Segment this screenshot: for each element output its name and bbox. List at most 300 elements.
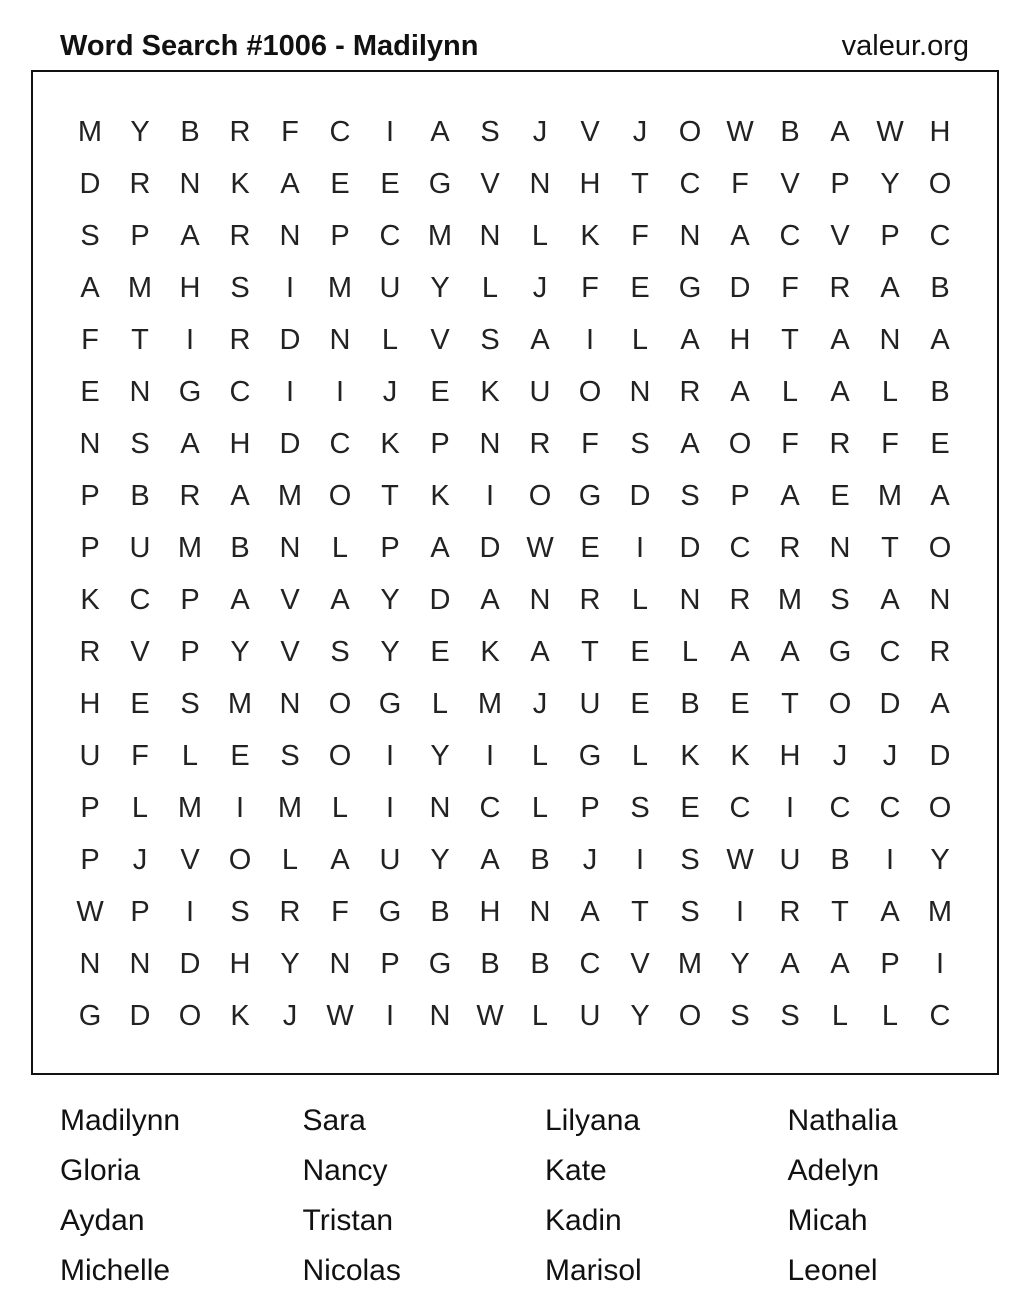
grid-letter: C <box>829 792 851 824</box>
grid-letter: H <box>479 896 501 928</box>
grid-letter: C <box>579 948 601 980</box>
grid-letter: E <box>130 688 150 720</box>
grid-letter: L <box>631 740 649 772</box>
word-list-item: Leonel <box>787 1254 878 1287</box>
grid-letter: B <box>480 948 500 980</box>
grid-letter: J <box>832 740 848 772</box>
grid-letter: N <box>329 948 351 980</box>
grid-letter: S <box>130 428 150 460</box>
word-list-item: Nicolas <box>302 1254 401 1287</box>
grid-letter: D <box>479 532 501 564</box>
grid-letter: Y <box>430 740 450 772</box>
grid-letter: P <box>130 220 150 252</box>
grid-letter: J <box>632 116 648 148</box>
grid-letter: J <box>532 688 548 720</box>
grid-letter: U <box>529 376 551 408</box>
grid-letter: W <box>876 116 904 148</box>
grid-letter: L <box>631 584 649 616</box>
grid-letter: U <box>579 1000 601 1032</box>
grid-letter: A <box>480 844 500 876</box>
grid-letter: V <box>130 636 150 668</box>
grid-letter: R <box>729 584 751 616</box>
grid-letter: A <box>680 428 700 460</box>
grid-letter: O <box>328 740 352 772</box>
grid-letter: B <box>530 948 550 980</box>
grid-letter: M <box>277 480 303 512</box>
grid-letter: T <box>631 896 649 928</box>
grid-letter: J <box>532 116 548 148</box>
grid-letter: C <box>329 116 351 148</box>
grid-letter: R <box>79 636 101 668</box>
grid-letter: C <box>879 636 901 668</box>
grid-letter: B <box>530 844 550 876</box>
grid-letter: M <box>177 532 203 564</box>
grid-letter: F <box>631 220 649 252</box>
word-list-item: Sara <box>302 1104 366 1137</box>
grid-letter: L <box>181 740 199 772</box>
grid-letter: N <box>529 168 551 200</box>
grid-letter: A <box>780 480 800 512</box>
grid-letter: D <box>929 740 951 772</box>
grid-letter: G <box>178 376 202 408</box>
grid-letter: R <box>929 636 951 668</box>
grid-letter: Y <box>630 1000 650 1032</box>
grid-letter: B <box>230 532 250 564</box>
grid-letter: G <box>78 1000 102 1032</box>
grid-letter: L <box>331 532 349 564</box>
word-list-item: Tristan <box>302 1204 394 1237</box>
grid-letter: M <box>77 116 103 148</box>
grid-letter: U <box>579 688 601 720</box>
grid-letter: W <box>476 1000 504 1032</box>
grid-letter: T <box>781 324 799 356</box>
grid-letter: U <box>379 844 401 876</box>
grid-letter: E <box>930 428 950 460</box>
grid-letter: K <box>480 376 500 408</box>
grid-letter: B <box>180 116 200 148</box>
grid-letter: I <box>385 740 395 772</box>
grid-letter: P <box>880 220 900 252</box>
grid-letter: S <box>630 792 650 824</box>
grid-letter: B <box>930 272 950 304</box>
grid-letter: I <box>635 532 645 564</box>
grid-letter: D <box>629 480 651 512</box>
grid-letter: I <box>335 376 345 408</box>
grid-letter: S <box>230 896 250 928</box>
grid-letter: A <box>580 896 600 928</box>
grid-letter: A <box>680 324 700 356</box>
grid-letter: P <box>80 844 100 876</box>
grid-letter: S <box>830 584 850 616</box>
grid-letter: U <box>129 532 151 564</box>
grid-letter: O <box>928 792 952 824</box>
grid-letter: V <box>630 948 650 980</box>
grid-letter: L <box>531 220 549 252</box>
grid-letter: E <box>230 740 250 772</box>
grid-letter: G <box>378 688 402 720</box>
grid-letter: V <box>780 168 800 200</box>
grid-letter: F <box>81 324 99 356</box>
grid-letter: E <box>630 688 650 720</box>
grid-letter: D <box>279 324 301 356</box>
grid-letter: P <box>180 584 200 616</box>
word-list-item: Marisol <box>545 1254 642 1287</box>
grid-letter: L <box>681 636 699 668</box>
grid-letter: D <box>729 272 751 304</box>
grid-letter: O <box>728 428 752 460</box>
grid-letter: V <box>430 324 450 356</box>
grid-letter: D <box>79 168 101 200</box>
grid-letter: P <box>130 896 150 928</box>
grid-letter: D <box>279 428 301 460</box>
grid-letter: I <box>285 272 295 304</box>
grid-letter: R <box>829 428 851 460</box>
grid-letter: D <box>429 584 451 616</box>
grid-letter: V <box>580 116 600 148</box>
word-list <box>60 1096 1030 1296</box>
grid-letter: C <box>929 220 951 252</box>
grid-letter: A <box>730 220 750 252</box>
grid-letter: O <box>528 480 552 512</box>
grid-letter: W <box>526 532 554 564</box>
grid-letter: H <box>579 168 601 200</box>
grid-letter: O <box>328 688 352 720</box>
grid-letter: I <box>185 896 195 928</box>
grid-letter: M <box>227 688 253 720</box>
grid-letter: M <box>927 896 953 928</box>
grid-letter: A <box>180 428 200 460</box>
grid-letter: B <box>930 376 950 408</box>
grid-letter: A <box>80 272 100 304</box>
letter-grid-frame <box>31 70 999 1075</box>
grid-letter: Y <box>380 584 400 616</box>
grid-letter: P <box>80 480 100 512</box>
grid-letter: B <box>780 116 800 148</box>
grid-letter: W <box>326 1000 354 1032</box>
grid-letter: H <box>79 688 101 720</box>
grid-letter: K <box>80 584 100 616</box>
grid-letter: C <box>779 220 801 252</box>
grid-letter: K <box>380 428 400 460</box>
grid-letter: T <box>581 636 599 668</box>
grid-letter: M <box>177 792 203 824</box>
grid-letter: G <box>428 168 452 200</box>
grid-letter: I <box>485 740 495 772</box>
grid-letter: I <box>935 948 945 980</box>
grid-letter: P <box>380 532 400 564</box>
grid-letter: A <box>330 584 350 616</box>
grid-letter: E <box>630 636 650 668</box>
grid-letter: F <box>781 428 799 460</box>
word-list-item: Lilyana <box>545 1104 641 1137</box>
grid-letter: L <box>331 792 349 824</box>
grid-letter: U <box>379 272 401 304</box>
grid-letter: N <box>629 376 651 408</box>
grid-letter: A <box>930 688 950 720</box>
grid-letter: A <box>730 376 750 408</box>
grid-letter: T <box>831 896 849 928</box>
grid-letter: M <box>127 272 153 304</box>
grid-letter: T <box>781 688 799 720</box>
grid-letter: E <box>830 480 850 512</box>
grid-letter: L <box>631 324 649 356</box>
grid-letter: G <box>578 740 602 772</box>
grid-letter: U <box>79 740 101 772</box>
grid-letter: N <box>329 324 351 356</box>
grid-letter: L <box>531 1000 549 1032</box>
grid-letter: S <box>80 220 100 252</box>
grid-letter: L <box>281 844 299 876</box>
grid-letter: E <box>730 688 750 720</box>
grid-letter: R <box>129 168 151 200</box>
grid-letter: N <box>529 896 551 928</box>
grid-letter: O <box>228 844 252 876</box>
grid-letter: A <box>930 480 950 512</box>
grid-letter: A <box>180 220 200 252</box>
word-list-item: Gloria <box>60 1154 141 1187</box>
grid-letter: S <box>780 1000 800 1032</box>
grid-letter: L <box>431 688 449 720</box>
grid-letter: M <box>427 220 453 252</box>
grid-letter: V <box>180 844 200 876</box>
grid-letter: J <box>582 844 598 876</box>
grid-letter: I <box>635 844 645 876</box>
grid-letter: I <box>385 116 395 148</box>
grid-letter: N <box>479 428 501 460</box>
word-list-item: Micah <box>787 1204 868 1237</box>
grid-letter: F <box>881 428 899 460</box>
grid-letter: M <box>877 480 903 512</box>
word-list-item: Kate <box>545 1154 607 1187</box>
grid-letter: R <box>779 896 801 928</box>
grid-letter: E <box>330 168 350 200</box>
grid-letter: N <box>479 220 501 252</box>
grid-letter: N <box>129 948 151 980</box>
grid-letter: F <box>331 896 349 928</box>
grid-letter: I <box>285 376 295 408</box>
grid-letter: L <box>881 1000 899 1032</box>
grid-letter: Y <box>280 948 300 980</box>
grid-letter: O <box>828 688 852 720</box>
grid-letter: N <box>829 532 851 564</box>
grid-letter: T <box>381 480 399 512</box>
puzzle-title: Word Search #1006 - Madilynn <box>60 30 479 62</box>
grid-letter: R <box>279 896 301 928</box>
grid-letter: A <box>780 948 800 980</box>
grid-letter: P <box>880 948 900 980</box>
letter-grid <box>65 106 965 1042</box>
grid-letter: O <box>678 1000 702 1032</box>
grid-letter: I <box>485 480 495 512</box>
grid-letter: S <box>480 116 500 148</box>
grid-letter: K <box>480 636 500 668</box>
grid-letter: P <box>730 480 750 512</box>
grid-letter: I <box>885 844 895 876</box>
grid-letter: A <box>880 584 900 616</box>
grid-letter: I <box>385 792 395 824</box>
grid-letter: D <box>879 688 901 720</box>
grid-letter: Y <box>380 636 400 668</box>
grid-letter: M <box>277 792 303 824</box>
grid-letter: R <box>229 220 251 252</box>
grid-letter: K <box>230 168 250 200</box>
word-list-item: Nathalia <box>787 1104 898 1137</box>
grid-letter: O <box>928 532 952 564</box>
grid-letter: N <box>429 1000 451 1032</box>
grid-letter: C <box>929 1000 951 1032</box>
grid-letter: N <box>679 220 701 252</box>
grid-letter: C <box>329 428 351 460</box>
site-name: valeur.org <box>841 30 969 62</box>
grid-letter: R <box>829 272 851 304</box>
grid-letter: H <box>229 948 251 980</box>
grid-letter: N <box>529 584 551 616</box>
grid-letter: M <box>677 948 703 980</box>
grid-letter: E <box>680 792 700 824</box>
grid-letter: L <box>131 792 149 824</box>
grid-letter: N <box>429 792 451 824</box>
grid-letter: B <box>130 480 150 512</box>
grid-letter: B <box>830 844 850 876</box>
word-list-item: Adelyn <box>787 1154 880 1187</box>
grid-letter: F <box>581 428 599 460</box>
grid-letter: N <box>679 584 701 616</box>
grid-letter: N <box>179 168 201 200</box>
grid-letter: C <box>679 168 701 200</box>
grid-letter: V <box>480 168 500 200</box>
grid-letter: O <box>578 376 602 408</box>
grid-letter: P <box>80 792 100 824</box>
grid-letter: P <box>580 792 600 824</box>
grid-letter: Y <box>730 948 750 980</box>
grid-letter: H <box>929 116 951 148</box>
grid-letter: R <box>679 376 701 408</box>
grid-letter: P <box>380 948 400 980</box>
grid-letter: A <box>230 480 250 512</box>
grid-letter: K <box>730 740 750 772</box>
grid-letter: I <box>785 792 795 824</box>
grid-letter: A <box>230 584 250 616</box>
grid-letter: D <box>179 948 201 980</box>
word-list-item: Madilynn <box>60 1104 181 1137</box>
grid-letter: W <box>726 116 754 148</box>
grid-letter: O <box>928 168 952 200</box>
grid-letter: E <box>430 376 450 408</box>
grid-letter: R <box>229 116 251 148</box>
grid-letter: M <box>777 584 803 616</box>
grid-letter: H <box>179 272 201 304</box>
grid-letter: P <box>80 532 100 564</box>
grid-letter: A <box>830 948 850 980</box>
grid-letter: K <box>680 740 700 772</box>
grid-letter: E <box>380 168 400 200</box>
grid-letter: S <box>230 272 250 304</box>
grid-letter: L <box>381 324 399 356</box>
grid-letter: C <box>479 792 501 824</box>
grid-letter: F <box>731 168 749 200</box>
grid-letter: I <box>235 792 245 824</box>
grid-letter: Y <box>230 636 250 668</box>
grid-letter: S <box>180 688 200 720</box>
grid-letter: V <box>280 584 300 616</box>
grid-letter: P <box>180 636 200 668</box>
grid-letter: E <box>430 636 450 668</box>
grid-letter: S <box>680 480 700 512</box>
grid-letter: N <box>929 584 951 616</box>
grid-letter: A <box>430 532 450 564</box>
grid-letter: H <box>729 324 751 356</box>
grid-letter: E <box>580 532 600 564</box>
grid-letter: E <box>80 376 100 408</box>
grid-letter: Y <box>430 272 450 304</box>
grid-letter: U <box>779 844 801 876</box>
grid-letter: A <box>280 168 300 200</box>
grid-letter: T <box>131 324 149 356</box>
grid-letter: F <box>781 272 799 304</box>
grid-letter: A <box>530 324 550 356</box>
grid-letter: N <box>79 948 101 980</box>
word-list-item: Nancy <box>302 1154 388 1187</box>
grid-letter: G <box>378 896 402 928</box>
grid-letter: N <box>79 428 101 460</box>
grid-letter: A <box>830 116 850 148</box>
grid-letter: A <box>730 636 750 668</box>
grid-letter: O <box>678 116 702 148</box>
grid-letter: T <box>881 532 899 564</box>
grid-letter: J <box>882 740 898 772</box>
grid-letter: Y <box>130 116 150 148</box>
grid-letter: R <box>529 428 551 460</box>
grid-letter: A <box>780 636 800 668</box>
grid-letter: L <box>781 376 799 408</box>
grid-letter: H <box>229 428 251 460</box>
grid-letter: D <box>129 1000 151 1032</box>
grid-letter: R <box>229 324 251 356</box>
word-list-item: Michelle <box>60 1254 171 1287</box>
grid-letter: V <box>280 636 300 668</box>
grid-letter: V <box>830 220 850 252</box>
grid-letter: P <box>430 428 450 460</box>
grid-letter: D <box>679 532 701 564</box>
grid-letter: I <box>735 896 745 928</box>
grid-letter: F <box>581 272 599 304</box>
grid-letter: S <box>330 636 350 668</box>
grid-letter: A <box>430 116 450 148</box>
grid-letter: Y <box>430 844 450 876</box>
grid-letter: I <box>385 1000 395 1032</box>
grid-letter: J <box>132 844 148 876</box>
grid-letter: N <box>129 376 151 408</box>
grid-letter: S <box>680 896 700 928</box>
grid-letter: J <box>532 272 548 304</box>
grid-letter: Y <box>930 844 950 876</box>
grid-letter: M <box>327 272 353 304</box>
grid-letter: K <box>430 480 450 512</box>
grid-letter: S <box>480 324 500 356</box>
grid-letter: Y <box>880 168 900 200</box>
grid-letter: S <box>280 740 300 772</box>
grid-letter: A <box>930 324 950 356</box>
grid-letter: K <box>230 1000 250 1032</box>
grid-letter: G <box>678 272 702 304</box>
grid-letter: W <box>726 844 754 876</box>
grid-letter: C <box>229 376 251 408</box>
grid-letter: F <box>281 116 299 148</box>
grid-letter: C <box>129 584 151 616</box>
grid-letter: L <box>531 792 549 824</box>
grid-letter: P <box>330 220 350 252</box>
grid-letter: T <box>631 168 649 200</box>
